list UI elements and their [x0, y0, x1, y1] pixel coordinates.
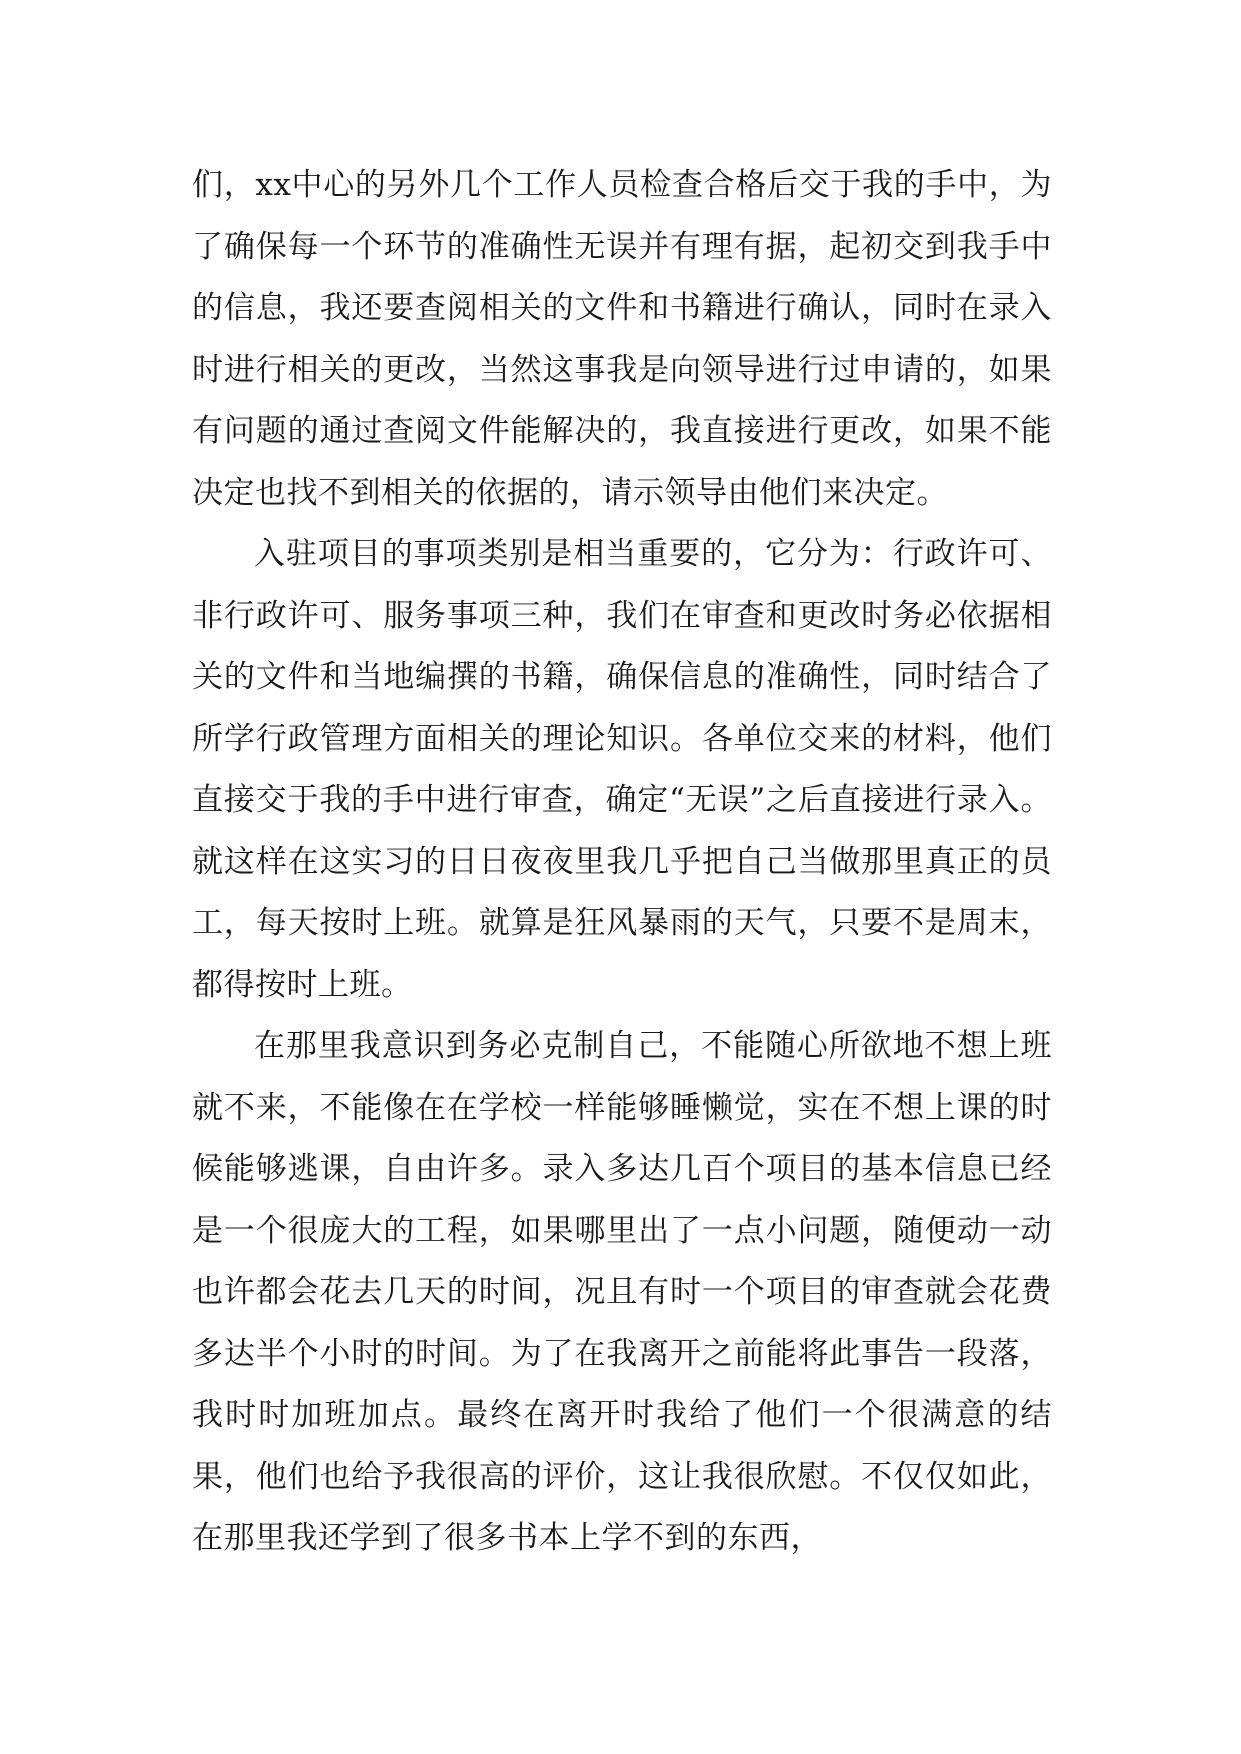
document-body: [192, 155, 1052, 1570]
paragraph-3: 在那里我意识到务必克制自己，不能随心所欲地不想上班就不来，不能像在在学校一样能够睡懒觉，实在不想上课的时候能够逃课，自由许多。录入多达几百个项目的基本信息已经是一个很庞大的工程，如果哪里出了一点小问题，随便动一动也许都会花去几天的时间，况且有时一个项目的审查就会花费多达半个小时的时间。为了在我离开之前能将此事告一段落，我时时加班加点。最终在离开时我给了他们一个很满意的结果，他们也给予我很高的评价，这让我很欣慰。不仅仅如此，在那里我还学到了很多书本上学不到的东西，: [192, 1028, 1052, 1556]
paragraph-1: 们，xx中心的另外几个工作人员检查合格后交于我的手中，为了确保每一个环节的准确性无误并有理有据，起初交到我手中的信息，我还要查阅相关的文件和书籍进行确认，同时在录入时进行相关的更改，当然这事我是向领导进行过申请的，如果有问题的通过查阅文件能解决的，我直接进行更改，如果不能决定也找不到相关的依据的，请示领导由他们来决定。: [192, 167, 1052, 511]
paragraph-2: 入驻项目的事项类别是相当重要的，它分为：行政许可、非行政许可、服务事项三种，我们在审查和更改时务必依据相关的文件和当地编撰的书籍，确保信息的准确性，同时结合了所学行政管理方面相关的理论知识。各单位交来的材料，他们直接交于我的手中进行审查，确定“无误”之后直接进行录入。就这样在这实习的日日夜夜里我几乎把自己当做那里真正的员工，每天按时上班。就算是狂风暴雨的天气，只要不是周末，都得按时上班。: [192, 536, 1052, 1003]
